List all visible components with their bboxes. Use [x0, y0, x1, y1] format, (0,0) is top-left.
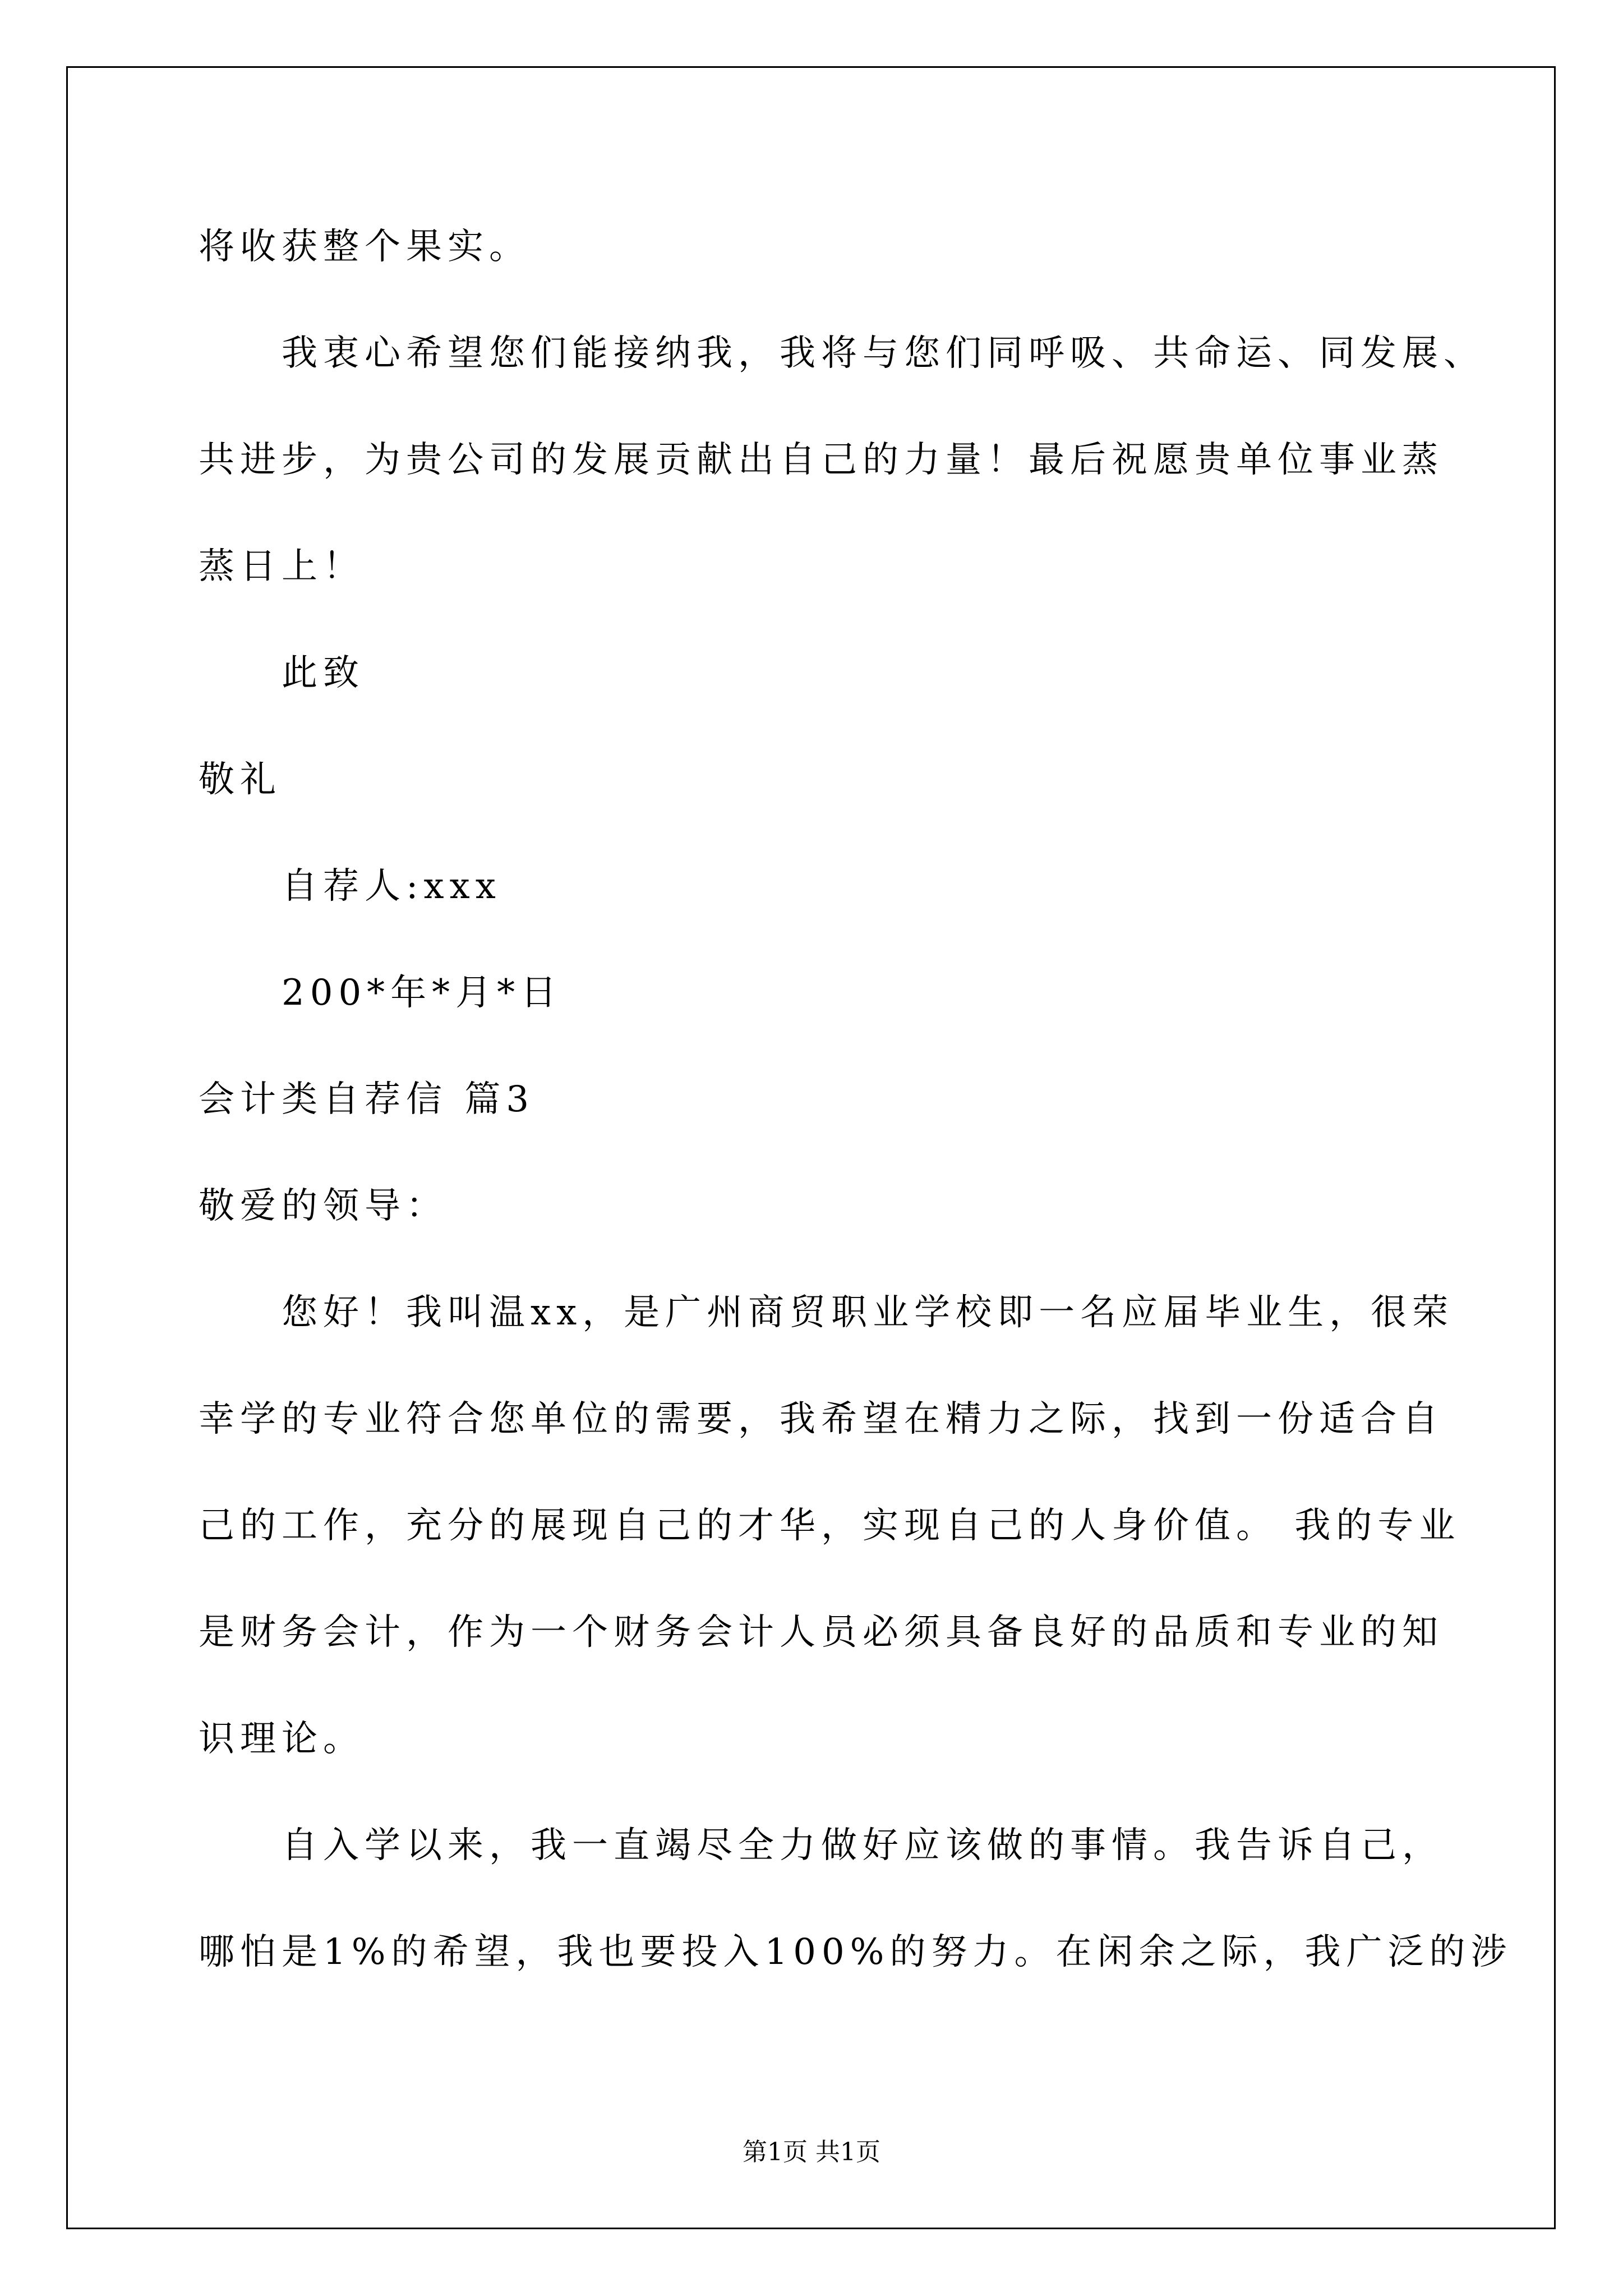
closing-regards: 敬礼 — [199, 759, 282, 800]
paragraph-start-line: 自入学以来，我一直竭尽全力做好应该做的事情。我告诉自己， — [282, 1825, 1444, 1866]
text-line: 哪怕是1%的希望，我也要投入100%的努力。在闲余之际，我广泛的涉 — [199, 1931, 1513, 1973]
text-line: 蒸日上！ — [199, 546, 365, 587]
section-heading: 会计类自荐信 篇3 — [199, 1079, 535, 1120]
text-line: 共进步，为贵公司的发展贡献出自己的力量！最后祝愿贵单位事业蒸 — [199, 439, 1444, 481]
closing-salutation: 此致 — [282, 652, 365, 694]
paragraph-start-line: 您好！我叫温xx，是广州商贸职业学校即一名应届毕业生，很荣 — [282, 1292, 1454, 1333]
text-line: 识理论。 — [199, 1718, 365, 1760]
page-number-footer: 第1页 共1页 — [743, 2138, 880, 2166]
text-line: 己的工作，充分的展现自己的才华，实现自己的人身价值。 我的专业 — [199, 1505, 1461, 1547]
signature-line: 自荐人:xxx — [282, 866, 501, 907]
date-line: 200*年*月*日 — [282, 972, 562, 1014]
text-line: 将收获整个果实。 — [199, 226, 531, 268]
page-border — [66, 66, 1556, 2229]
paragraph-start-line: 我衷心希望您们能接纳我，我将与您们同呼吸、共命运、同发展、 — [282, 333, 1485, 374]
greeting-line: 敬爱的领导： — [199, 1185, 448, 1227]
text-line: 幸学的专业符合您单位的需要，我希望在精力之际，找到一份适合自 — [199, 1398, 1444, 1440]
text-line: 是财务会计，作为一个财务会计人员必须具备良好的品质和专业的知 — [199, 1612, 1444, 1653]
